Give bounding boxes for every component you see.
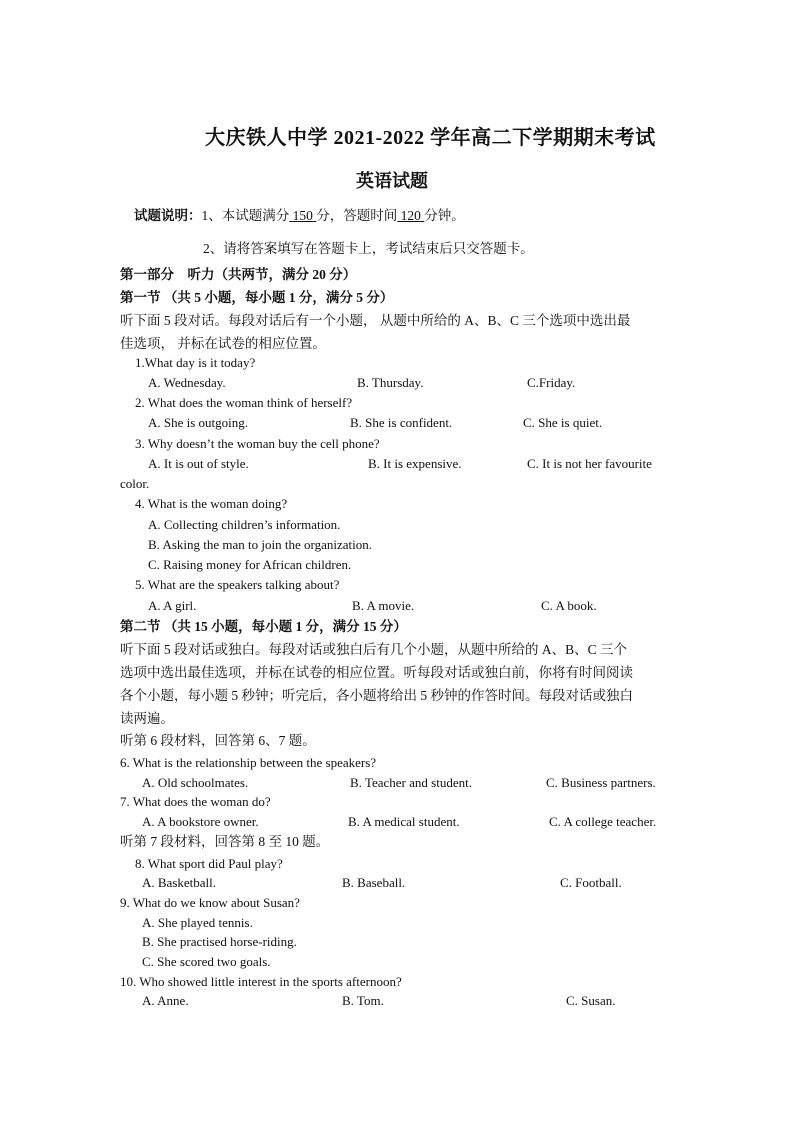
option-b: B. She practised horse-riding. (142, 934, 297, 949)
option-a: A. Collecting children’s information. (148, 517, 341, 532)
question-stem: 3. Why doesn’t the woman buy the cell phone? (135, 436, 380, 451)
option-b: B. It is expensive. (368, 456, 462, 471)
section2-heading: 第二节 （共 15 小题，每小题 1 分，满分 15 分） (120, 619, 407, 634)
part1-heading: 第一部分 听力（共两节，满分 20 分） (120, 267, 357, 282)
option-a: A. She is outgoing. (148, 415, 249, 430)
section2-intro: 读两遍。 (120, 711, 174, 726)
instructions-text: 分，答题时间 (316, 208, 398, 223)
option-b: B. Teacher and student. (350, 775, 472, 790)
instructions-text: 分钟。 (424, 208, 465, 223)
section2-intro: 选项中选出最佳选项，并标在试卷的相应位置。听每段对话或独白前，你将有时间阅读 (120, 665, 633, 680)
option-c: C. Business partners. (546, 775, 656, 790)
page-title: 大庆铁人中学 2021-2022 学年高二下学期期末考试 (205, 127, 656, 149)
time-value: 120 (400, 208, 421, 223)
option-c: C. She scored two goals. (142, 954, 271, 969)
instructions-line-1 (134, 209, 465, 223)
section2-intro: 各个小题，每小题 5 秒钟；听完后，各小题将给出 5 秒钟的作答时间。每段对话或独白 (120, 688, 633, 703)
question-stem: 4. What is the woman doing? (135, 496, 288, 511)
option-c-continuation: color. (120, 476, 150, 491)
section1-intro: 佳选项， 并标在试卷的相应位置。 (120, 336, 326, 351)
option-a: A. Old schoolmates. (142, 775, 249, 790)
option-c: C. Football. (560, 875, 622, 890)
material-instruction: 听第 6 段材料，回答第 6、7 题。 (120, 733, 316, 748)
question-stem: 5. What are the speakers talking about? (135, 577, 340, 592)
option-b: B. She is confident. (350, 415, 453, 430)
option-c: C. She is quiet. (523, 415, 603, 430)
option-c: C. A book. (541, 598, 597, 613)
option-b: B. Tom. (342, 993, 384, 1008)
instructions-label: 试题说明： (134, 208, 202, 223)
question-stem: 7. What does the woman do? (120, 794, 271, 809)
option-a: A. A bookstore owner. (142, 814, 259, 829)
question-stem: 2. What does the woman think of herself? (135, 395, 353, 410)
option-c: C.Friday. (527, 375, 576, 390)
option-b: B. A movie. (352, 598, 415, 613)
instructions-line-2: 2、请将答案填写在答题卡上，考试结束后只交答题卡。 (203, 241, 534, 256)
option-c: C. Raising money for African children. (148, 557, 352, 572)
section1-intro: 听下面 5 段对话。每段对话后有一个小题， 从题中所给的 A、B、C 三个选项中选出最 (120, 313, 631, 328)
option-a: A. Anne. (142, 993, 189, 1008)
question-stem: 10. Who showed little interest in the sports afternoon? (120, 974, 402, 989)
option-a: A. She played tennis. (142, 915, 253, 930)
option-b: B. Thursday. (357, 375, 424, 390)
option-c: C. Susan. (566, 993, 616, 1008)
section2-intro: 听下面 5 段对话或独白。每段对话或独白后有几个小题，从题中所给的 A、B、C 三个 (120, 642, 628, 657)
option-b: B. Baseball. (342, 875, 406, 890)
option-a: A. Wednesday. (148, 375, 226, 390)
material-instruction: 听第 7 段材料，回答第 8 至 10 题。 (120, 834, 330, 849)
page-subtitle: 英语试题 (356, 171, 428, 191)
option-a: A. A girl. (148, 598, 197, 613)
question-stem: 6. What is the relationship between the speakers? (120, 755, 377, 770)
option-b: B. A medical student. (348, 814, 460, 829)
question-stem: 1.What day is it today? (135, 355, 256, 370)
option-a: A. Basketball. (142, 875, 217, 890)
section1-heading: 第一节 （共 5 小题，每小题 1 分，满分 5 分） (120, 290, 394, 305)
option-c: C. It is not her favourite (527, 456, 652, 471)
score-value: 150 (292, 208, 313, 223)
option-b: B. Asking the man to join the organization. (148, 537, 372, 552)
question-stem: 8. What sport did Paul play? (135, 856, 283, 871)
option-a: A. It is out of style. (148, 456, 249, 471)
option-c: C. A college teacher. (549, 814, 657, 829)
instructions-text: 1、本试题满分 (201, 208, 290, 223)
question-stem: 9. What do we know about Susan? (120, 895, 300, 910)
